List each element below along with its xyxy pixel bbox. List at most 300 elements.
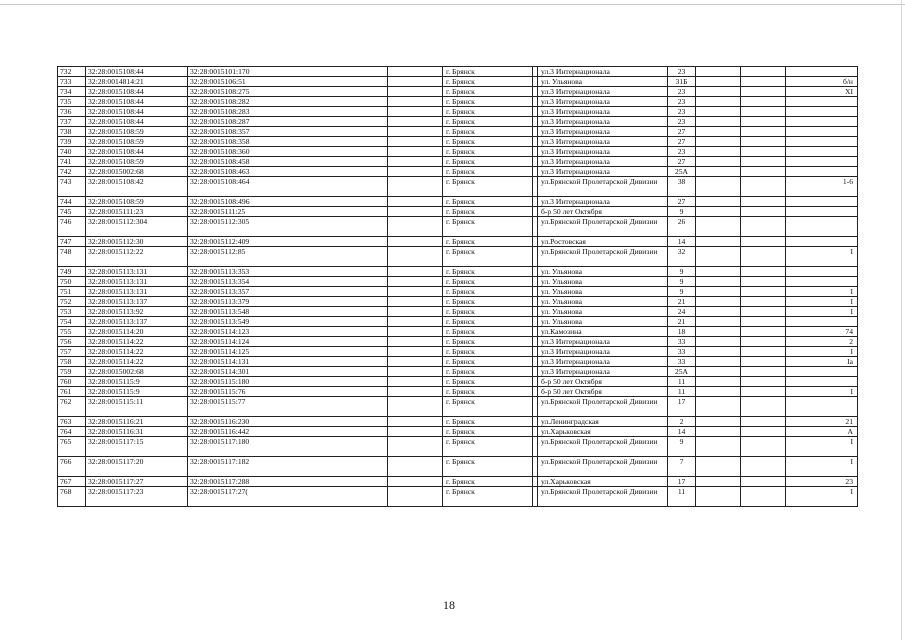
row-number: 765	[58, 437, 86, 457]
building-cell	[696, 347, 741, 357]
street-cell: ул.3 Интернационала	[538, 147, 668, 157]
cadastral-block-number: 32:28:0015108:59	[86, 157, 188, 167]
cadastral-block-number: 32:28:0015108:44	[86, 67, 188, 77]
empty-cell	[741, 247, 786, 267]
house-number-cell: 17	[668, 397, 696, 417]
city-cell: г. Брянск	[443, 297, 533, 307]
table-row	[58, 87, 858, 97]
row-number: 759	[58, 367, 86, 377]
apartment-cell	[786, 207, 858, 217]
empty-cell	[388, 157, 443, 167]
table-row	[58, 307, 858, 317]
city-cell: г. Брянск	[443, 97, 533, 107]
row-number: 733	[58, 77, 86, 87]
empty-cell	[388, 237, 443, 247]
empty-cell	[741, 87, 786, 97]
empty-cell	[741, 327, 786, 337]
city-cell: г. Брянск	[443, 197, 533, 207]
city-cell: г. Брянск	[443, 457, 533, 477]
empty-cell	[388, 247, 443, 267]
table-row	[58, 387, 858, 397]
street-cell: ул.Харьковская	[538, 427, 668, 437]
empty-cell	[388, 87, 443, 97]
empty-cell	[388, 317, 443, 327]
empty-cell	[741, 457, 786, 477]
row-number: 756	[58, 337, 86, 347]
empty-cell	[741, 147, 786, 157]
street-cell: ул.3 Интернационала	[538, 367, 668, 377]
street-cell: б-р 50 лет Октября	[538, 207, 668, 217]
apartment-cell: 2	[786, 337, 858, 347]
empty-cell	[388, 167, 443, 177]
empty-cell	[741, 297, 786, 307]
street-cell: ул.3 Интернационала	[538, 357, 668, 367]
cadastral-number: 32:28:0015113:548	[188, 307, 388, 317]
cadastral-number: 32:28:0015116:230	[188, 417, 388, 427]
building-cell	[696, 457, 741, 477]
row-number: 753	[58, 307, 86, 317]
city-cell: г. Брянск	[443, 277, 533, 287]
row-number: 755	[58, 327, 86, 337]
table-row	[58, 247, 858, 267]
apartment-cell	[786, 137, 858, 147]
row-number: 740	[58, 147, 86, 157]
table-row	[58, 297, 858, 307]
row-number: 739	[58, 137, 86, 147]
apartment-cell: 74	[786, 327, 858, 337]
house-number-cell: 27	[668, 197, 696, 207]
row-number: 757	[58, 347, 86, 357]
row-number: 767	[58, 477, 86, 487]
city-cell: г. Брянск	[443, 327, 533, 337]
house-number-cell: 23	[668, 117, 696, 127]
row-number: 748	[58, 247, 86, 267]
cadastral-number: 32:28:0015108:458	[188, 157, 388, 167]
street-cell: ул.3 Интернационала	[538, 67, 668, 77]
table-row	[58, 237, 858, 247]
empty-cell	[741, 177, 786, 197]
building-cell	[696, 77, 741, 87]
house-number-cell: 9	[668, 277, 696, 287]
city-cell: г. Брянск	[443, 317, 533, 327]
house-number-cell: 9	[668, 267, 696, 277]
city-cell: г. Брянск	[443, 67, 533, 77]
cadastral-block-number: 32:28:0015114:20	[86, 327, 188, 337]
table-row	[58, 337, 858, 347]
empty-cell	[741, 287, 786, 297]
building-cell	[696, 167, 741, 177]
apartment-cell	[786, 67, 858, 77]
house-number-cell: 27	[668, 137, 696, 147]
cadastral-block-number: 32:28:0014814:21	[86, 77, 188, 87]
street-cell: ул. Ульянова	[538, 297, 668, 307]
empty-cell	[388, 277, 443, 287]
city-cell: г. Брянск	[443, 247, 533, 267]
apartment-cell: А	[786, 427, 858, 437]
apartment-cell: I	[786, 287, 858, 297]
building-cell	[696, 87, 741, 97]
row-number: 762	[58, 397, 86, 417]
street-cell: ул.3 Интернационала	[538, 107, 668, 117]
empty-cell	[388, 367, 443, 377]
apartment-cell: б/н	[786, 77, 858, 87]
cadastral-block-number: 32:28:0015108:44	[86, 87, 188, 97]
building-cell	[696, 137, 741, 147]
apartment-cell: XI	[786, 87, 858, 97]
row-number: 766	[58, 457, 86, 477]
city-cell: г. Брянск	[443, 177, 533, 197]
building-cell	[696, 177, 741, 197]
street-cell: ул.Камозина	[538, 327, 668, 337]
apartment-cell: 21	[786, 417, 858, 427]
city-cell: г. Брянск	[443, 127, 533, 137]
city-cell: г. Брянск	[443, 477, 533, 487]
building-cell	[696, 297, 741, 307]
house-number-cell: 33	[668, 337, 696, 347]
empty-cell	[741, 67, 786, 77]
empty-cell	[388, 387, 443, 397]
apartment-cell: Iа	[786, 357, 858, 367]
row-number: 758	[58, 357, 86, 367]
house-number-cell: 27	[668, 157, 696, 167]
cadastral-block-number: 32:28:0015116:21	[86, 417, 188, 427]
house-number-cell: 23	[668, 147, 696, 157]
house-number-cell: 21	[668, 317, 696, 327]
cadastral-number: 32:28:0015108:360	[188, 147, 388, 157]
apartment-cell	[786, 267, 858, 277]
empty-cell	[388, 437, 443, 457]
empty-cell	[388, 417, 443, 427]
street-cell: ул. Ульянова	[538, 307, 668, 317]
city-cell: г. Брянск	[443, 117, 533, 127]
row-number: 751	[58, 287, 86, 297]
empty-cell	[388, 147, 443, 157]
house-number-cell: 9	[668, 207, 696, 217]
building-cell	[696, 207, 741, 217]
house-number-cell: 11	[668, 387, 696, 397]
table-row	[58, 107, 858, 117]
empty-cell	[741, 427, 786, 437]
building-cell	[696, 417, 741, 427]
table-row	[58, 287, 858, 297]
house-number-cell: 27	[668, 127, 696, 137]
building-cell	[696, 357, 741, 367]
street-cell: ул. Ульянова	[538, 77, 668, 87]
house-number-cell: 31Б	[668, 77, 696, 87]
row-number: 738	[58, 127, 86, 137]
empty-cell	[741, 357, 786, 367]
empty-cell	[388, 457, 443, 477]
cadastral-number: 32:28:0015113:353	[188, 267, 388, 277]
building-cell	[696, 477, 741, 487]
city-cell: г. Брянск	[443, 437, 533, 457]
city-cell: г. Брянск	[443, 367, 533, 377]
empty-cell	[388, 377, 443, 387]
cadastral-block-number: 32:28:0015117:23	[86, 487, 188, 507]
cadastral-number: 32:28:0015106:51	[188, 77, 388, 87]
building-cell	[696, 427, 741, 437]
city-cell: г. Брянск	[443, 207, 533, 217]
empty-cell	[388, 217, 443, 237]
house-number-cell: 7	[668, 457, 696, 477]
cadastral-block-number: 32:28:0015108:44	[86, 117, 188, 127]
cadastral-number: 32:28:0015117:288	[188, 477, 388, 487]
cadastral-block-number: 32:28:0015117:15	[86, 437, 188, 457]
house-number-cell: 38	[668, 177, 696, 197]
street-cell: ул.Харьковская	[538, 477, 668, 487]
house-number-cell: 23	[668, 97, 696, 107]
apartment-cell	[786, 377, 858, 387]
cadastral-block-number: 32:28:0015113:137	[86, 317, 188, 327]
house-number-cell: 21	[668, 297, 696, 307]
building-cell	[696, 367, 741, 377]
empty-cell	[741, 387, 786, 397]
apartment-cell	[786, 147, 858, 157]
city-cell: г. Брянск	[443, 397, 533, 417]
empty-cell	[388, 347, 443, 357]
house-number-cell: 14	[668, 427, 696, 437]
table-row	[58, 97, 858, 107]
apartment-cell	[786, 97, 858, 107]
cadastral-block-number: 32:28:0015115:9	[86, 377, 188, 387]
row-number: 742	[58, 167, 86, 177]
street-cell: ул.3 Интернационала	[538, 347, 668, 357]
cadastral-block-number: 32:28:0015108:59	[86, 197, 188, 207]
table-row	[58, 487, 858, 507]
empty-cell	[741, 117, 786, 127]
empty-cell	[388, 397, 443, 417]
empty-cell	[388, 487, 443, 507]
cadastral-block-number: 32:28:0015114:22	[86, 337, 188, 347]
table-row	[58, 477, 858, 487]
house-number-cell: 11	[668, 487, 696, 507]
empty-cell	[388, 337, 443, 347]
empty-cell	[741, 477, 786, 487]
apartment-cell	[786, 397, 858, 417]
table-row	[58, 397, 858, 417]
city-cell: г. Брянск	[443, 287, 533, 297]
cadastral-block-number: 32:28:0015116:31	[86, 427, 188, 437]
street-cell: ул.Брянской Пролетарской Дивизии	[538, 177, 668, 197]
building-cell	[696, 217, 741, 237]
house-number-cell: 11	[668, 377, 696, 387]
row-number: 752	[58, 297, 86, 307]
empty-cell	[741, 157, 786, 167]
street-cell: ул.3 Интернационала	[538, 87, 668, 97]
street-cell: ул.Ленинградская	[538, 417, 668, 427]
empty-cell	[741, 237, 786, 247]
empty-cell	[388, 67, 443, 77]
street-cell: ул. Ульянова	[538, 287, 668, 297]
empty-cell	[388, 307, 443, 317]
table-row	[58, 277, 858, 287]
table-row	[58, 347, 858, 357]
empty-cell	[741, 277, 786, 287]
street-cell: ул.3 Интернационала	[538, 167, 668, 177]
row-number: 764	[58, 427, 86, 437]
empty-cell	[388, 197, 443, 207]
city-cell: г. Брянск	[443, 167, 533, 177]
building-cell	[696, 267, 741, 277]
cadastral-block-number: 32:28:0015108:44	[86, 97, 188, 107]
city-cell: г. Брянск	[443, 427, 533, 437]
table-row	[58, 427, 858, 437]
cadastral-number: 32:28:0015101:170	[188, 67, 388, 77]
building-cell	[696, 337, 741, 347]
empty-cell	[388, 357, 443, 367]
apartment-cell	[786, 367, 858, 377]
row-number: 737	[58, 117, 86, 127]
street-cell: ул.Брянской Пролетарской Дивизии	[538, 397, 668, 417]
building-cell	[696, 67, 741, 77]
city-cell: г. Брянск	[443, 237, 533, 247]
cadastral-block-number: 32:28:0015113:131	[86, 267, 188, 277]
apartment-cell: I	[786, 247, 858, 267]
street-cell: ул.3 Интернационала	[538, 197, 668, 207]
empty-cell	[741, 317, 786, 327]
table-row	[58, 207, 858, 217]
empty-cell	[741, 97, 786, 107]
empty-cell	[741, 267, 786, 277]
city-cell: г. Брянск	[443, 217, 533, 237]
street-cell: ул.Брянской Пролетарской Дивизии	[538, 247, 668, 267]
apartment-cell: I	[786, 347, 858, 357]
empty-cell	[388, 77, 443, 87]
cadastral-number: 32:28:0015108:282	[188, 97, 388, 107]
building-cell	[696, 107, 741, 117]
cadastral-number: 32:28:0015108:287	[188, 117, 388, 127]
building-cell	[696, 437, 741, 457]
apartment-cell: I	[786, 487, 858, 507]
street-cell: ул.Брянской Пролетарской Дивизии	[538, 487, 668, 507]
scan-right-edge	[901, 0, 902, 640]
empty-cell	[741, 197, 786, 207]
cadastral-number: 32:28:0015115:76	[188, 387, 388, 397]
cadastral-number: 32:28:0015112:409	[188, 237, 388, 247]
cadastral-number: 32:28:0015114:124	[188, 337, 388, 347]
cadastral-number: 32:28:0015117:182	[188, 457, 388, 477]
row-number: 754	[58, 317, 86, 327]
building-cell	[696, 387, 741, 397]
table-row	[58, 197, 858, 207]
empty-cell	[388, 207, 443, 217]
building-cell	[696, 317, 741, 327]
cadastral-number: 32:28:0015114:123	[188, 327, 388, 337]
scan-top-edge	[0, 4, 905, 5]
row-number: 732	[58, 67, 86, 77]
house-number-cell: 33	[668, 347, 696, 357]
empty-cell	[741, 377, 786, 387]
street-cell: ул.3 Интернационала	[538, 337, 668, 347]
cadastral-block-number: 32:28:0015111:23	[86, 207, 188, 217]
cadastral-block-number: 32:28:0015112:304	[86, 217, 188, 237]
building-cell	[696, 397, 741, 417]
house-number-cell: 32	[668, 247, 696, 267]
city-cell: г. Брянск	[443, 87, 533, 97]
row-number: 743	[58, 177, 86, 197]
empty-cell	[741, 77, 786, 87]
cadastral-number: 32:28:0015117:180	[188, 437, 388, 457]
building-cell	[696, 247, 741, 267]
table-row	[58, 367, 858, 377]
table-row	[58, 117, 858, 127]
empty-cell	[741, 167, 786, 177]
cadastral-block-number: 32:28:0015113:131	[86, 287, 188, 297]
empty-cell	[388, 107, 443, 117]
empty-cell	[388, 297, 443, 307]
cadastral-block-number: 32:28:0015114:22	[86, 347, 188, 357]
cadastral-block-number: 32:28:0015108:42	[86, 177, 188, 197]
street-cell: ул.Брянской Пролетарской Дивизии	[538, 217, 668, 237]
cadastral-number: 32:28:0015111:25	[188, 207, 388, 217]
apartment-cell	[786, 167, 858, 177]
street-cell: б-р 50 лет Октября	[538, 377, 668, 387]
row-number: 768	[58, 487, 86, 507]
cadastral-number: 32:28:0015114:125	[188, 347, 388, 357]
cadastral-number: 32:28:0015108:496	[188, 197, 388, 207]
empty-cell	[741, 347, 786, 357]
empty-cell	[388, 127, 443, 137]
cadastral-number: 32:28:0015113:549	[188, 317, 388, 327]
street-cell: ул.3 Интернационала	[538, 157, 668, 167]
apartment-cell: I	[786, 387, 858, 397]
house-number-cell: 25А	[668, 367, 696, 377]
house-number-cell: 26	[668, 217, 696, 237]
building-cell	[696, 277, 741, 287]
table-row	[58, 357, 858, 367]
street-cell: ул. Ульянова	[538, 267, 668, 277]
table-row	[58, 167, 858, 177]
empty-cell	[741, 307, 786, 317]
cadastral-block-number: 32:28:0015108:44	[86, 147, 188, 157]
city-cell: г. Брянск	[443, 487, 533, 507]
city-cell: г. Брянск	[443, 347, 533, 357]
empty-cell	[741, 137, 786, 147]
empty-cell	[741, 487, 786, 507]
cadastral-block-number: 32:28:0015108:59	[86, 127, 188, 137]
cadastral-block-number: 32:28:0015112:30	[86, 237, 188, 247]
row-number: 736	[58, 107, 86, 117]
apartment-cell: 1-6	[786, 177, 858, 197]
row-number: 741	[58, 157, 86, 167]
cadastral-number: 32:28:0015113:379	[188, 297, 388, 307]
street-cell: ул.Брянской Пролетарской Дивизии	[538, 437, 668, 457]
cadastral-number: 32:28:0015114:301	[188, 367, 388, 377]
cadastral-block-number: 32:28:0015114:22	[86, 357, 188, 367]
house-number-cell: 18	[668, 327, 696, 337]
row-number: 746	[58, 217, 86, 237]
row-number: 734	[58, 87, 86, 97]
empty-cell	[741, 367, 786, 377]
building-cell	[696, 147, 741, 157]
street-cell: ул. Ульянова	[538, 317, 668, 327]
house-number-cell: 17	[668, 477, 696, 487]
street-cell: ул.3 Интернационала	[538, 117, 668, 127]
empty-cell	[388, 427, 443, 437]
cadastral-number: 32:28:0015115:77	[188, 397, 388, 417]
street-cell: ул.3 Интернационала	[538, 97, 668, 107]
apartment-cell	[786, 117, 858, 127]
city-cell: г. Брянск	[443, 77, 533, 87]
cadastral-block-number: 32:28:0015113:92	[86, 307, 188, 317]
house-number-cell: 23	[668, 107, 696, 117]
table-row	[58, 377, 858, 387]
empty-cell	[741, 127, 786, 137]
city-cell: г. Брянск	[443, 307, 533, 317]
house-number-cell: 14	[668, 237, 696, 247]
cadastral-number: 32:28:0015108:357	[188, 127, 388, 137]
empty-cell	[741, 107, 786, 117]
